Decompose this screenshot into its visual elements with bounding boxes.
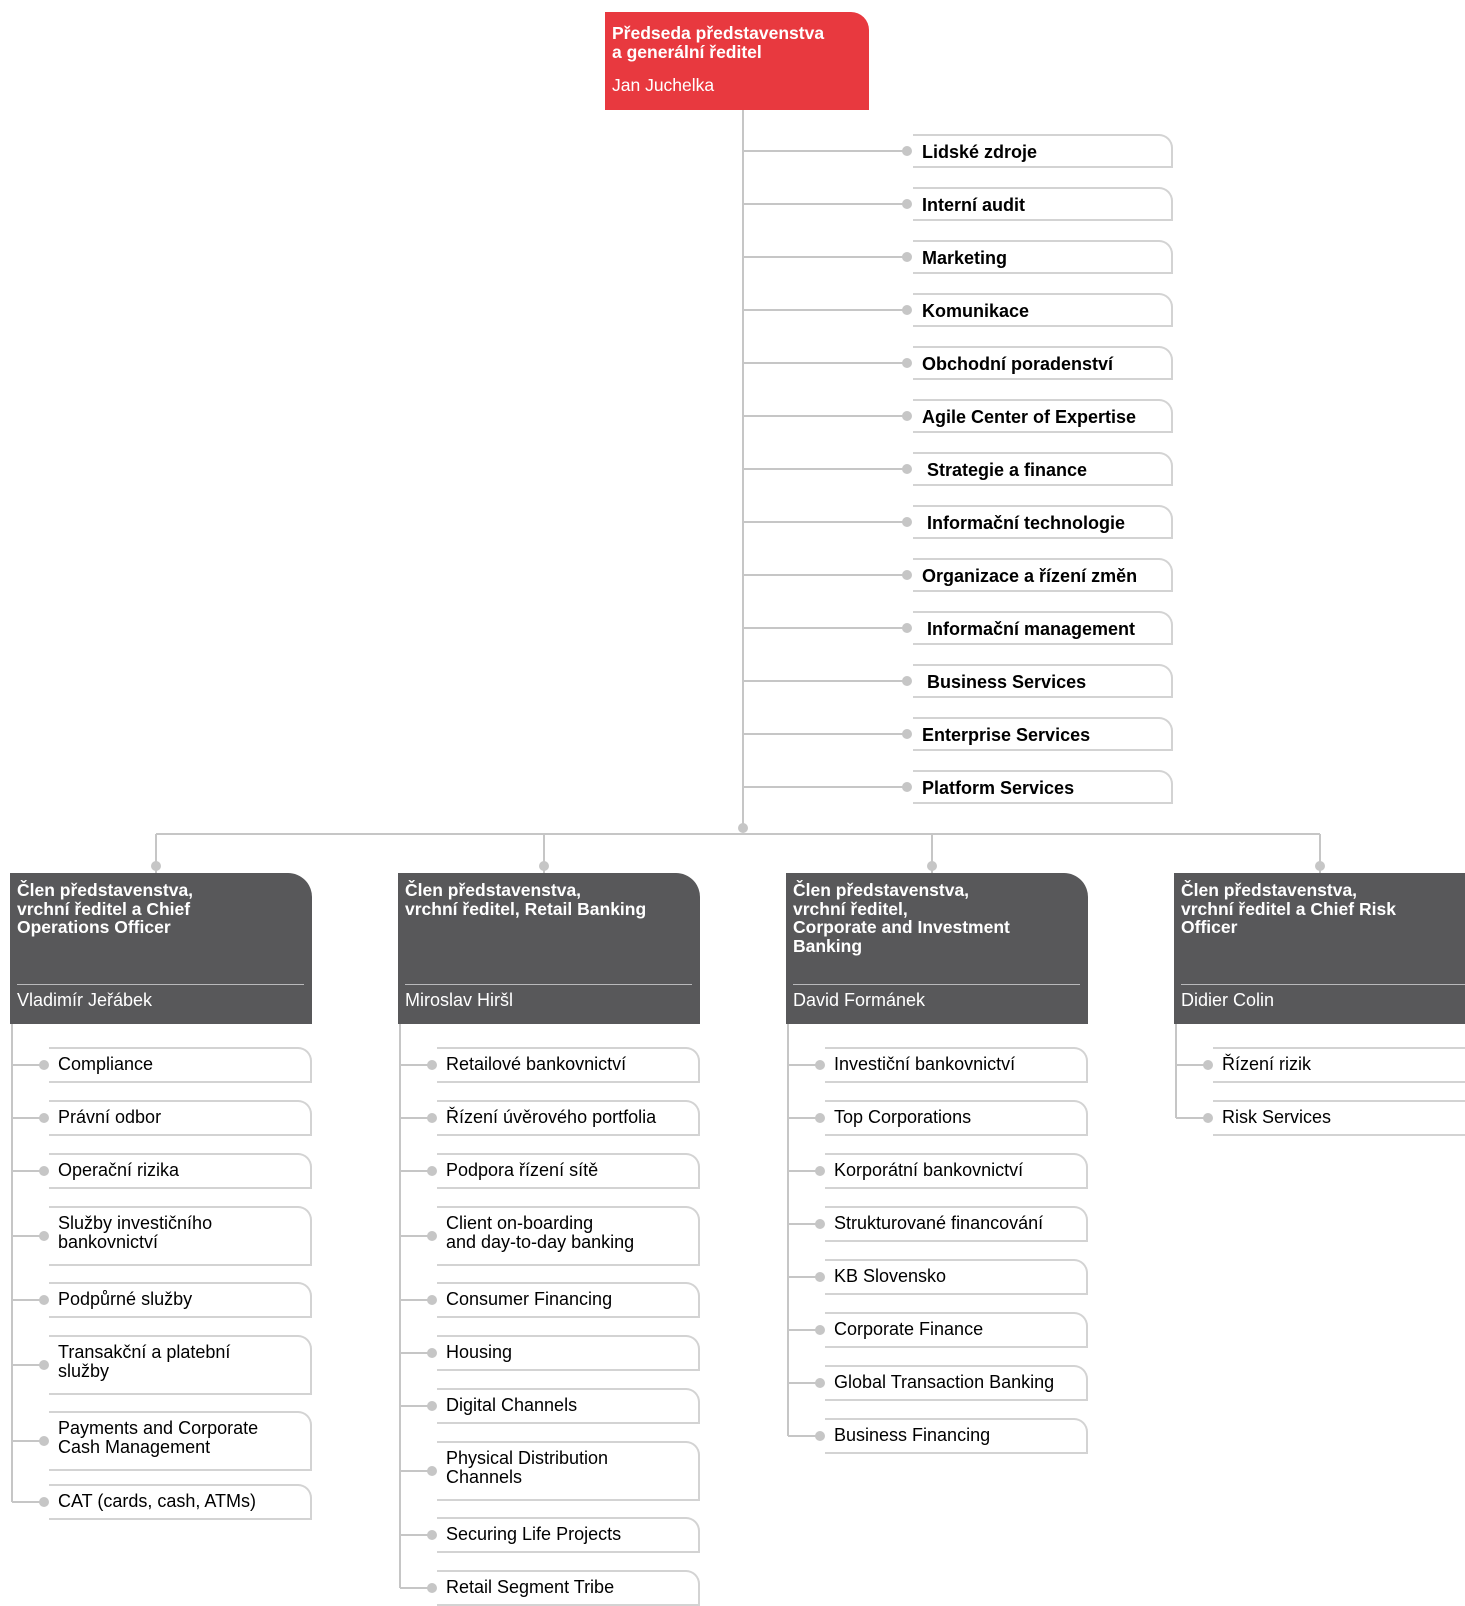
unit-box: Transakční a platební služby — [49, 1335, 312, 1395]
connector-dot — [902, 676, 912, 686]
connector-dot — [427, 1530, 437, 1540]
unit-box: CAT (cards, cash, ATMs) — [49, 1484, 312, 1520]
unit-box: Korporátní bankovnictví — [825, 1153, 1088, 1189]
unit-box: Řízení úvěrového portfolia — [437, 1100, 700, 1136]
connector-dot — [815, 1219, 825, 1229]
ceo-title: Předseda představenstva a generální ředitel — [612, 23, 825, 62]
connector-dot — [902, 199, 912, 209]
staff-unit: Strategie a finance — [913, 452, 1173, 486]
divider — [1181, 984, 1465, 985]
staff-unit: Business Services — [913, 664, 1173, 698]
executive-box — [1174, 873, 1465, 1024]
connector-dot — [902, 252, 912, 262]
divider — [17, 984, 304, 985]
unit-box: Housing — [437, 1335, 700, 1371]
connector-dot — [902, 782, 912, 792]
staff-unit: Informační management — [913, 611, 1173, 645]
unit-box: KB Slovensko — [825, 1259, 1088, 1295]
connector-dot — [427, 1348, 437, 1358]
executive-title: Člen představenstva, vrchní ředitel, Retail Banking — [405, 880, 647, 919]
connector-dot — [902, 570, 912, 580]
staff-unit: Agile Center of Expertise — [913, 399, 1173, 433]
ceo-name: Jan Juchelka — [612, 75, 715, 95]
connector-dot — [815, 1272, 825, 1282]
connector-dot — [427, 1466, 437, 1476]
executive-box — [10, 873, 312, 1024]
connector-dot — [902, 729, 912, 739]
staff-unit: Organizace a řízení změn — [913, 558, 1173, 592]
unit-box: Podpora řízení sítě — [437, 1153, 700, 1189]
unit-box: Payments and Corporate Cash Management — [49, 1411, 312, 1471]
divider — [793, 984, 1080, 985]
connector-dot — [427, 1401, 437, 1411]
staff-unit: Lidské zdroje — [913, 134, 1173, 168]
connector-dot — [1203, 1060, 1213, 1070]
staff-unit: Informační technologie — [913, 505, 1173, 539]
connector-dot — [39, 1060, 49, 1070]
unit-box: Securing Life Projects — [437, 1517, 700, 1553]
connector-dot — [39, 1231, 49, 1241]
connector-dot — [902, 623, 912, 633]
connector-dot — [427, 1113, 437, 1123]
unit-box: Corporate Finance — [825, 1312, 1088, 1348]
executive-name: Vladimír Jeřábek — [17, 990, 153, 1010]
unit-box: Podpůrné služby — [49, 1282, 312, 1318]
connector-dot — [902, 305, 912, 315]
unit-box: Digital Channels — [437, 1388, 700, 1424]
unit-box: Služby investičního bankovnictví — [49, 1206, 312, 1266]
unit-box: Operační rizika — [49, 1153, 312, 1189]
connector-dot — [39, 1497, 49, 1507]
connector-dot — [427, 1295, 437, 1305]
unit-box: Právní odbor — [49, 1100, 312, 1136]
connector-dot — [815, 1325, 825, 1335]
executive-box — [398, 873, 700, 1024]
divider — [405, 984, 692, 985]
unit-box: Consumer Financing — [437, 1282, 700, 1318]
unit-box: Investiční bankovnictví — [825, 1047, 1088, 1083]
ceo-box — [605, 12, 869, 110]
executive-box — [786, 873, 1088, 1024]
connector-dot — [39, 1295, 49, 1305]
executive-name: David Formánek — [793, 990, 926, 1010]
unit-box: Řízení rizik — [1213, 1047, 1465, 1083]
connector-dot — [815, 1378, 825, 1388]
connector-dot — [427, 1583, 437, 1593]
connector-dot — [427, 1231, 437, 1241]
executive-title: Člen představenstva, vrchní ředitel, Corporate and Investment Banking — [793, 880, 1010, 956]
connector-dot — [151, 861, 161, 871]
connector-dot — [927, 861, 937, 871]
unit-box: Retailové bankovnictví — [437, 1047, 700, 1083]
connector-dot — [815, 1431, 825, 1441]
connector-dot — [1315, 861, 1325, 871]
connector-dot — [902, 146, 912, 156]
connector-dot — [427, 1060, 437, 1070]
connector-dot — [39, 1166, 49, 1176]
connector-dot — [427, 1166, 437, 1176]
unit-box: Global Transaction Banking — [825, 1365, 1088, 1401]
executive-title: Člen představenstva, vrchní ředitel a Chief Operations Officer — [17, 880, 194, 937]
connector-dot — [902, 358, 912, 368]
executive-name: Miroslav Hiršl — [405, 990, 513, 1010]
connector-dot — [902, 517, 912, 527]
unit-box: Compliance — [49, 1047, 312, 1083]
executive-name: Didier Colin — [1181, 990, 1275, 1010]
staff-unit: Komunikace — [913, 293, 1173, 327]
staff-unit: Marketing — [913, 240, 1173, 274]
unit-box: Business Financing — [825, 1418, 1088, 1454]
connector-dot — [539, 861, 549, 871]
staff-unit: Interní audit — [913, 187, 1173, 221]
executive-title: Člen představenstva, vrchní ředitel a Chief Risk Officer — [1181, 880, 1396, 937]
unit-box: Retail Segment Tribe — [437, 1570, 700, 1606]
unit-box: Client on-boarding and day-to-day banking — [437, 1206, 700, 1266]
staff-unit: Enterprise Services — [913, 717, 1173, 751]
connector-dot — [39, 1436, 49, 1446]
connector-dot — [738, 823, 748, 833]
connector-dot — [1203, 1113, 1213, 1123]
unit-box: Top Corporations — [825, 1100, 1088, 1136]
connector-dot — [39, 1360, 49, 1370]
connector-dot — [902, 464, 912, 474]
connector-dot — [815, 1166, 825, 1176]
connector-dot — [39, 1113, 49, 1123]
connector-dot — [815, 1060, 825, 1070]
connector-dot — [902, 411, 912, 421]
unit-box: Physical Distribution Channels — [437, 1441, 700, 1501]
staff-unit: Obchodní poradenství — [913, 346, 1173, 380]
unit-box: Strukturované financování — [825, 1206, 1088, 1242]
connector-dot — [815, 1113, 825, 1123]
staff-unit: Platform Services — [913, 770, 1173, 804]
unit-box: Risk Services — [1213, 1100, 1465, 1136]
